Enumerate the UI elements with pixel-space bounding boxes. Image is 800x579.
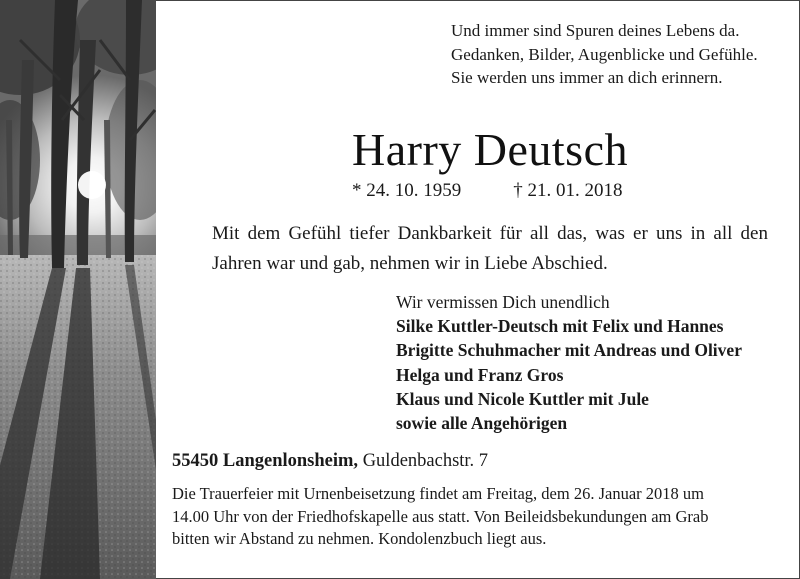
frame-border-top	[156, 0, 800, 1]
mourner-entry: Brigitte Schuhmacher mit Andreas und Oliver	[396, 340, 742, 361]
trees-sunlight-photo	[0, 0, 156, 579]
quote-line: Sie werden uns immer an dich erinnern.	[451, 68, 723, 87]
notice-line: 14.00 Uhr von der Friedhofskapelle aus statt. Von Beileidsbekundungen am Grab	[172, 506, 709, 526]
life-dates	[352, 178, 623, 204]
quote-line: Und immer sind Spuren deines Lebens da.	[451, 21, 740, 40]
farewell-line: Jahren war und gab, nehmen wir in Liebe Abschied.	[212, 253, 608, 274]
funeral-notice	[172, 483, 762, 551]
notice-line: Die Trauerfeier mit Urnenbeisetzung findet am Freitag, dem 26. Januar 2018 um	[172, 484, 704, 503]
quote-line: Gedanken, Bilder, Augenblicke und Gefühle.	[451, 44, 758, 64]
deceased-name: Harry Deutsch	[351, 124, 628, 175]
birth-date: * 24. 10. 1959	[352, 180, 462, 201]
mourner-entry: Helga und Franz Gros	[396, 364, 564, 385]
family-address	[172, 448, 488, 474]
farewell-text	[212, 219, 782, 279]
mourner-entry: sowie alle Angehörigen	[396, 413, 568, 434]
address-town: 55450 Langenlonsheim,	[172, 451, 359, 471]
mourner-entry: Klaus und Nicole Kuttler mit Jule	[396, 388, 649, 409]
notice-line: bitten wir Abstand zu nehmen. Kondolenzbuch liegt aus.	[172, 529, 547, 548]
mourner-entry: Silke Kuttler-Deutsch mit Felix und Hannes	[396, 316, 724, 337]
mourners-lead: Wir vermissen Dich unendlich	[396, 292, 610, 312]
address-street: Guldenbachstr. 7	[358, 451, 489, 471]
death-date: † 21. 01. 2018	[513, 180, 623, 201]
mourners-list	[396, 290, 742, 435]
memorial-quote	[451, 19, 791, 90]
farewell-line: Mit dem Gefühl tiefer Dankbarkeit für all das, was er uns in all den	[212, 223, 768, 244]
